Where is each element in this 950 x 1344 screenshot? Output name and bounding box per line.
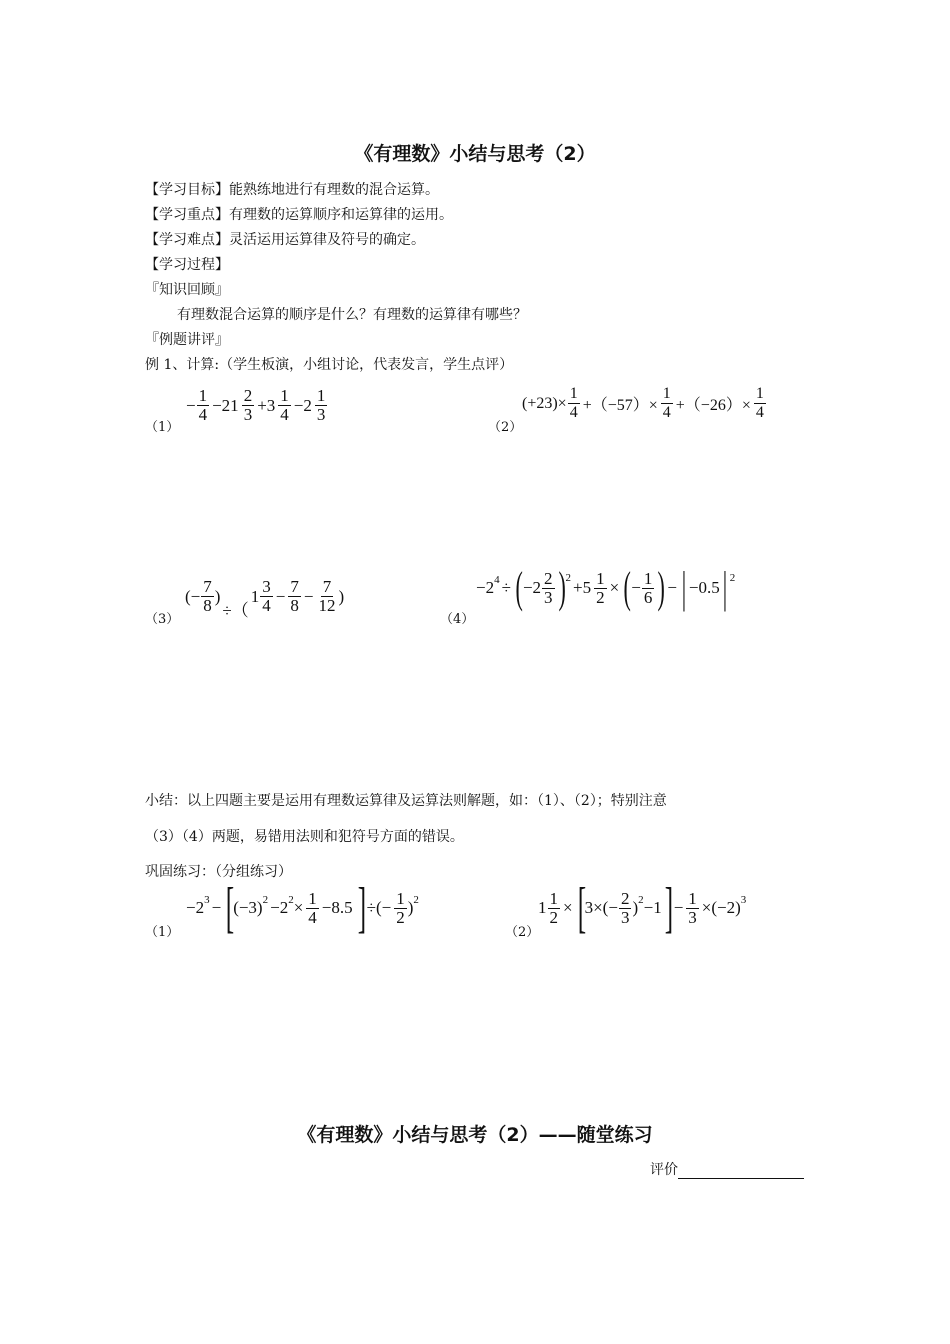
formula-2: (+23)× $\frac{1}{4}$ +（−57）× $\frac{1}{4}$ +（−26）× $\frac{1}{4}$ — [522, 385, 764, 421]
section-title: 《有理数》小结与思考（2）——随堂练习 — [297, 1124, 653, 1146]
practice-label: （1） — [145, 925, 180, 940]
summary-line1: 小结：以上四题主要是运用有理数运算律及运算法则解题，如：（1）、（2）；特别注意 — [145, 793, 667, 809]
problem-label: （2） — [488, 420, 523, 435]
examples-heading: 『例题讲评』 — [145, 332, 229, 348]
formula-3: (− $\frac{7}{8}$ ) ÷（ 1 $\frac{3}{4}$ − $\frac{7}{8}$ − $\frac{7}{12}$ ) — [185, 577, 345, 620]
practice-formula-1: $-2^3$ − [ $(-3)^2$ $-2^2\times$ $\frac{1}{4}$ −8.5 ] ÷(− $\frac{1}{2}$ )$^2$ — [186, 877, 419, 939]
evaluation-blank[interactable] — [678, 1162, 804, 1179]
learning-focus: 【学习重点】有理数的运算顺序和运算律的运用。 — [145, 207, 453, 223]
formula-4: $-2^4$ ÷ ( −2 $\frac{2}{3}$ ) 2 +5 $\frac{1}{2}$ × ( − $\frac{1}{6}$ ) − | −0.5 | 2 — [476, 563, 736, 612]
review-question: 有理数混合运算的顺序是什么？有理数的运算律有哪些？ — [177, 307, 527, 323]
problem-label: （4） — [440, 612, 475, 627]
learning-process: 【学习过程】 — [145, 257, 229, 273]
evaluation — [650, 1159, 804, 1179]
formula-1: − $\frac{1}{4}$ −21 $\frac{2}{3}$ +3 $\frac{1}{4}$ −2 $\frac{1}{3}$ — [186, 386, 326, 424]
practice-label: （2） — [505, 925, 540, 940]
problem-label: （1） — [145, 420, 180, 435]
summary-line2: （3）（4）两题，易错用法则和犯符号方面的错误。 — [145, 829, 464, 845]
practice-formula-2: 1 $\frac{1}{2}$ × [ 3×(− $\frac{2}{3}$ )$^2$−1 ] − $\frac{1}{3}$ $\times(-2)^3$ — [538, 877, 747, 939]
practice-heading: 巩固练习：（分组练习） — [145, 864, 292, 880]
learning-difficulty: 【学习难点】灵活运用运算律及符号的确定。 — [145, 232, 425, 248]
problem-label: （3） — [145, 612, 180, 627]
evaluation-label: 评价 — [650, 1162, 678, 1178]
learning-goal: 【学习目标】能熟练地进行有理数的混合运算。 — [145, 182, 439, 198]
review-heading: 『知识回顾』 — [145, 282, 229, 298]
example1-intro: 例 1、计算:（学生板演，小组讨论，代表发言，学生点评） — [145, 357, 514, 373]
page-title: 《有理数》小结与思考（2） — [354, 143, 596, 165]
